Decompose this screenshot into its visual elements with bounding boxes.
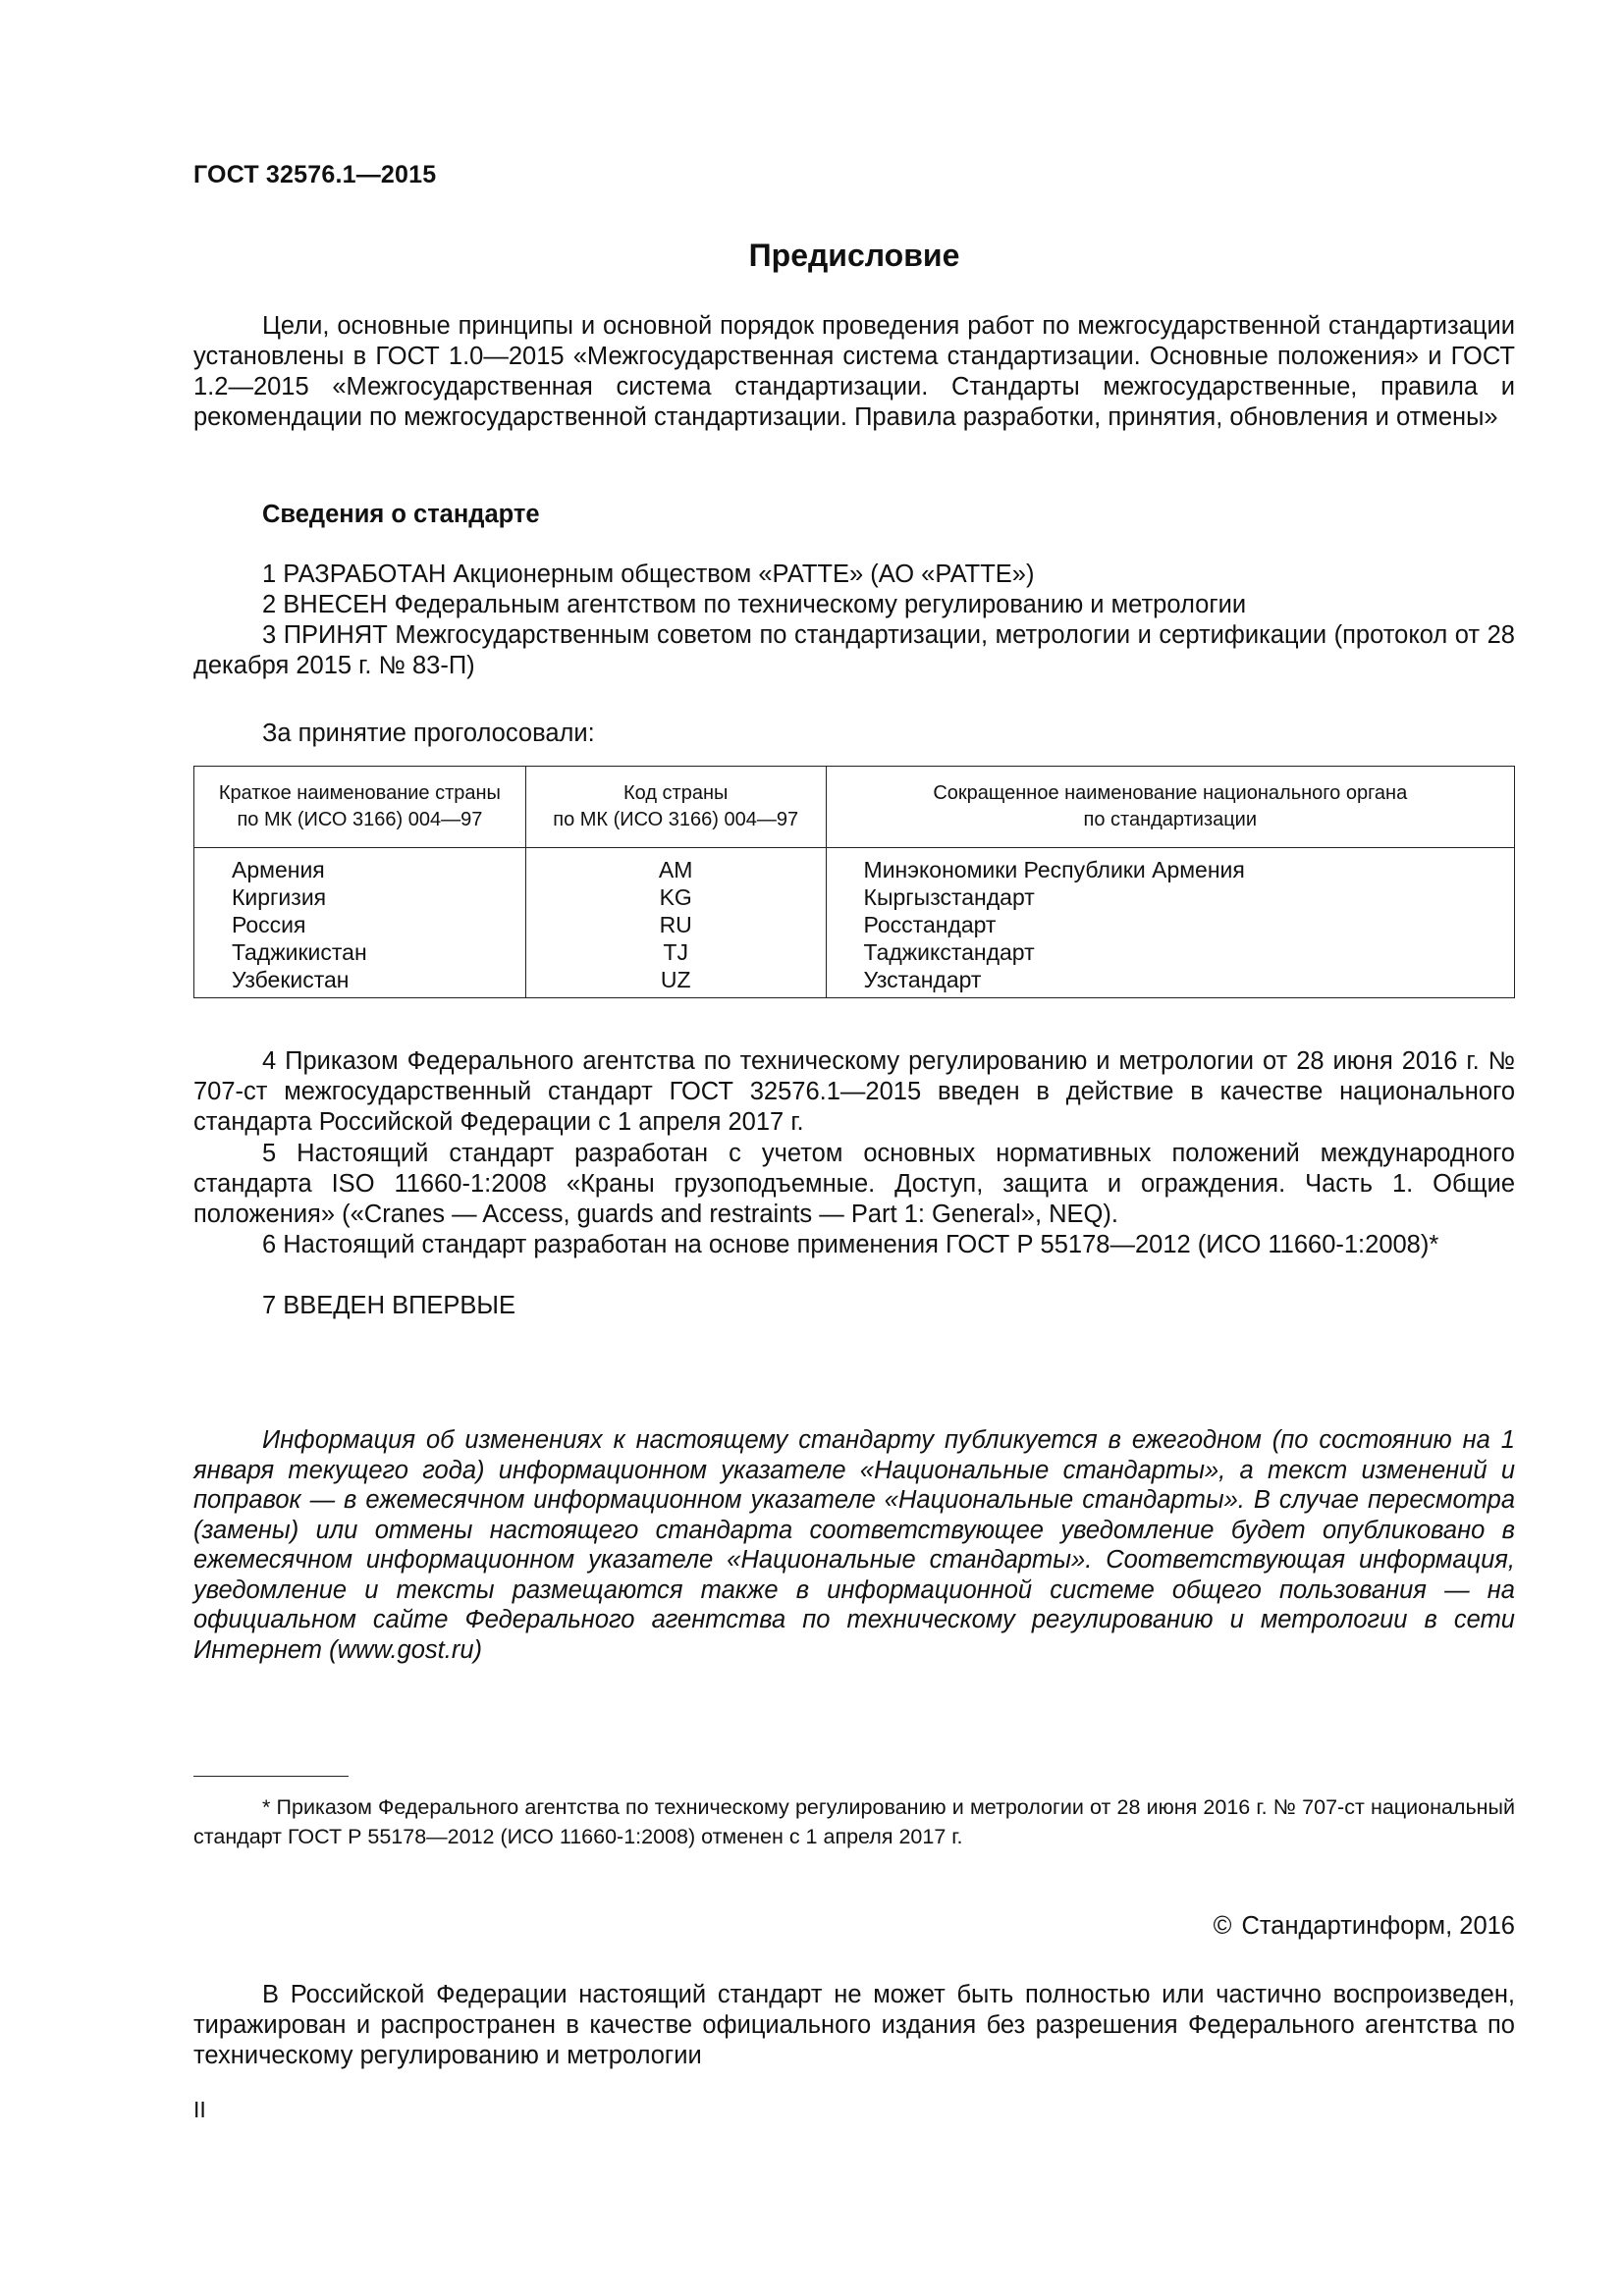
code-cell: AM xyxy=(525,848,826,884)
country-cell: Россия xyxy=(194,911,526,938)
body-cell: Узстандарт xyxy=(826,966,1514,998)
voting-countries-table xyxy=(193,766,1515,998)
column-header-country: Краткое наименование страны по МК (ИСО 3166) 004—97 xyxy=(194,767,526,848)
copyright-symbol: © xyxy=(1213,1912,1232,1940)
table-row xyxy=(194,938,1515,966)
document-page xyxy=(193,0,1515,2296)
code-cell: TJ xyxy=(525,938,826,966)
body-cell: Кыргызстандарт xyxy=(826,883,1514,911)
info-item-7: 7 ВВЕДЕН ВПЕРВЫЕ xyxy=(262,1292,516,1319)
copyright-line xyxy=(1214,1912,1515,1941)
column-header-code: Код страны по МК (ИСО 3166) 004—97 xyxy=(525,767,826,848)
info-item-1: 1 РАЗРАБОТАН Акционерным обществом «РАТТЕ» (АО «РАТТЕ») xyxy=(262,561,1035,588)
table-row xyxy=(194,883,1515,911)
country-cell: Узбекистан xyxy=(194,966,526,998)
info-item-5: 5 Настоящий стандарт разработан с учетом основных нормативных положений международного стандарта ISO 11660-1:2008 «Краны грузоподъемные. Доступ, защита и ограждения. Часть 1. Общие положения» («Cranes — Access, guards and restraints — Part 1: General», NEQ). xyxy=(193,1140,1515,1228)
info-item-3: 3 ПРИНЯТ Межгосударственным советом по стандартизации, метрологии и сертификации (протокол от 28 декабря 2015 г. № 83-П) xyxy=(193,621,1515,679)
code-cell: KG xyxy=(525,883,826,911)
country-cell: Армения xyxy=(194,848,526,884)
reproduction-rights-notice: В Российской Федерации настоящий стандарт не может быть полностью или частично воспроизведен, тиражирован и распространен в качестве официального издания без разрешения Федерального агентства по техническому регулированию и метрологии xyxy=(193,1981,1515,2069)
document-number: ГОСТ 32576.1—2015 xyxy=(193,161,437,188)
standard-info-heading: Сведения о стандарте xyxy=(262,501,540,528)
table-row xyxy=(194,911,1515,938)
body-cell: Таджикстандарт xyxy=(826,938,1514,966)
table-row xyxy=(194,966,1515,998)
country-cell: Киргизия xyxy=(194,883,526,911)
country-cell: Таджикистан xyxy=(194,938,526,966)
amendments-notice: Информация об изменениях к настоящему стандарту публикуется в ежегодном (по состоянию на 1 января текущего года) информационном указателе «Национальные стандарты», а текст изменений и поправок — в ежемесячном информационном указателе «Национальные стандарты». В случае пересмотра (замены) или отмены настоящего стандарта соответствующее уведомление будет опубликовано в ежемесячном информационном указателе «Национальные стандарты». Соответствующая информация, уведомление и тексты размещаются также в информационной системе общего пользования — на официальном сайте Федерального агентства по техническому регулированию и метрологии в сети Интернет (www.gost.ru) xyxy=(193,1426,1515,1664)
page-number: II xyxy=(193,2097,206,2122)
table-row xyxy=(194,848,1515,884)
footnote: * Приказом Федерального агентства по техническому регулированию и метрологии от 28 июня 2016 г. № 707-ст национальный стандарт ГОСТ Р 55178—2012 (ИСО 11660-1:2008) отменен с 1 апреля 2017 г. xyxy=(193,1795,1515,1848)
footnote-divider xyxy=(193,1776,349,1777)
info-item-6: 6 Настоящий стандарт разработан на основе применения ГОСТ Р 55178—2012 (ИСО 11660-1:2008)* xyxy=(262,1231,1439,1258)
code-cell: RU xyxy=(525,911,826,938)
voted-label: За принятие проголосовали: xyxy=(262,720,595,747)
intro-paragraph: Цели, основные принципы и основной порядок проведения работ по межгосударственной стандартизации установлены в ГОСТ 1.0—2015 «Межгосударственная система стандартизации. Основные положения» и ГОСТ 1.2—2015 «Межгосударственная система стандартизации. Стандарты межгосударственные, правила и рекомендации по межгосударственной стандартизации. Правила разработки, принятия, обновления и отмены» xyxy=(193,312,1515,431)
page-title: Предисловие xyxy=(748,238,960,273)
column-header-body: Сокращенное наименование национального органа по стандартизации xyxy=(826,767,1514,848)
code-cell: UZ xyxy=(525,966,826,998)
copyright-text: Стандартинформ, 2016 xyxy=(1241,1912,1515,1940)
info-item-4: 4 Приказом Федерального агентства по техническому регулированию и метрологии от 28 июня 2016 г. № 707-ст межгосударственный стандарт ГОСТ 32576.1—2015 введен в действие в качестве национального стандарта Российской Федерации с 1 апреля 2017 г. xyxy=(193,1047,1515,1136)
table-header-row xyxy=(194,767,1515,848)
body-cell: Росстандарт xyxy=(826,911,1514,938)
body-cell: Минэкономики Республики Армения xyxy=(826,848,1514,884)
info-item-2: 2 ВНЕСЕН Федеральным агентством по техническому регулированию и метрологии xyxy=(262,591,1247,618)
